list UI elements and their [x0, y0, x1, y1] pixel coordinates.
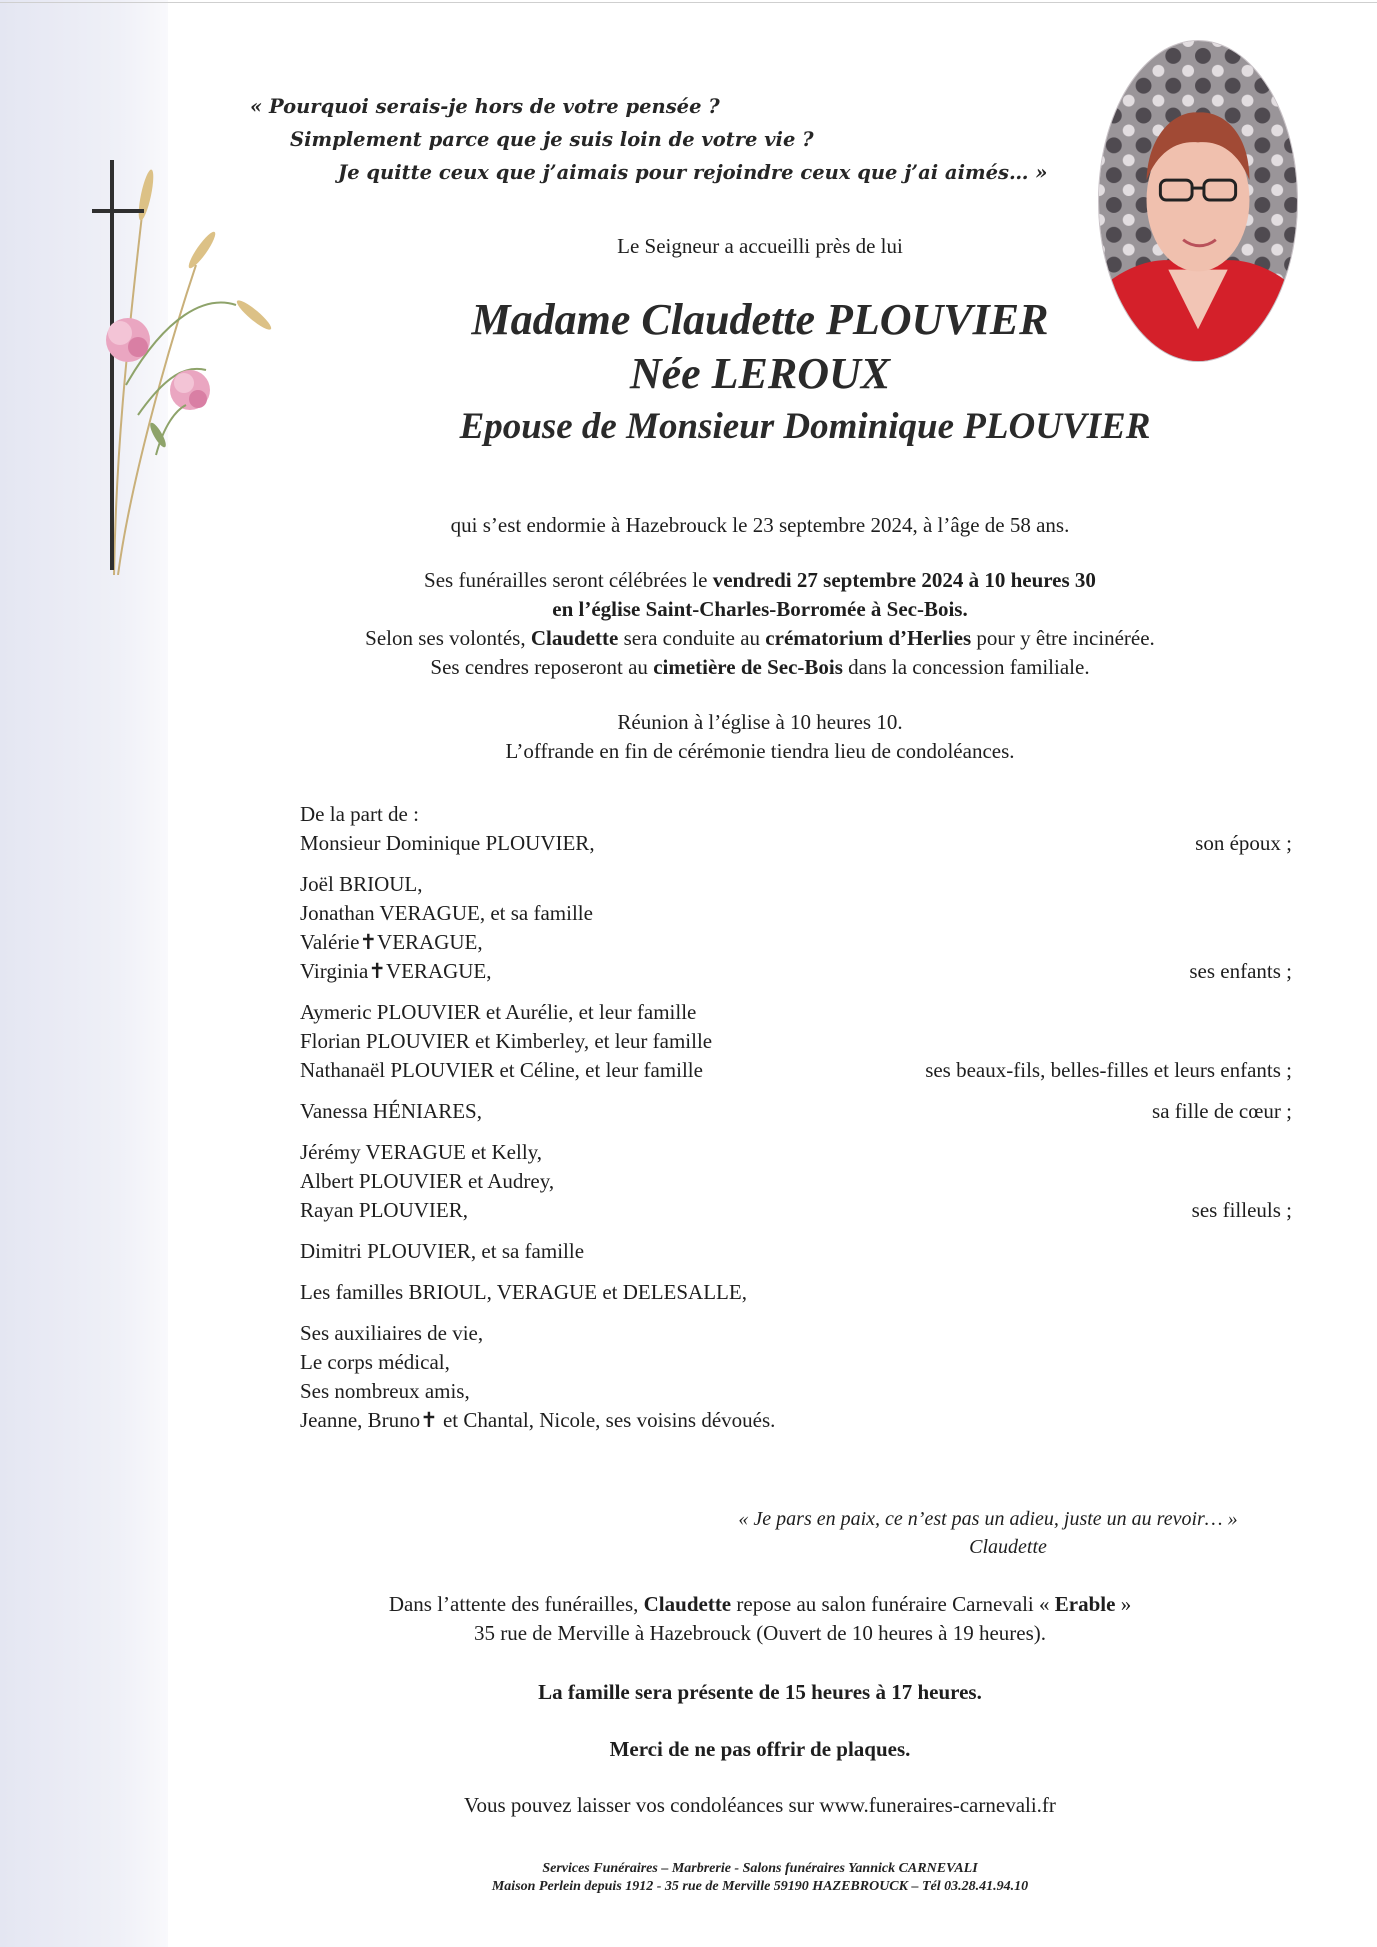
family-member: Florian PLOUVIER et Kimberley, et leur famille: [300, 1029, 713, 1053]
family-member: Dimitri PLOUVIER, et sa famille: [300, 1239, 585, 1263]
salon-line: [180, 1590, 1340, 1619]
funeral-line: [180, 624, 1340, 653]
salon-address: 35 rue de Merville à Hazebrouck (Ouvert de 10 heures à 19 heures).: [473, 1621, 1046, 1645]
top-rule: [0, 2, 1377, 3]
salon-text: »: [1115, 1592, 1132, 1616]
family-group: [300, 998, 1292, 1085]
family-member: Rayan PLOUVIER,: [300, 1198, 468, 1222]
maiden-name: Née LEROUX: [629, 349, 891, 398]
reunion-details: [180, 708, 1340, 766]
funeral-text: pour y être incinérée.: [971, 626, 1155, 650]
funeral-home-footer: [180, 1860, 1340, 1896]
deceased-name: Madame Claudette PLOUVIER: [471, 295, 1049, 344]
closing-quote-text: « Je pars en paix, ce n’est pas un adieu, juste un au revoir… »: [738, 1508, 1238, 1530]
funeral-text: Selon ses volontés,: [365, 626, 531, 650]
quote-line: « Pourquoi serais-je hors de votre pensée ?: [250, 95, 720, 118]
salon-room: Erable: [1054, 1592, 1116, 1616]
family-member: Les familles BRIOUL, VERAGUE et DELESALLE,: [300, 1280, 747, 1304]
funeral-text: Ses cendres reposeront au: [430, 655, 654, 679]
family-group: [300, 1319, 1292, 1435]
family-role: ses enfants ;: [1189, 959, 1292, 983]
crematorium: crématorium d’Herlies: [765, 626, 972, 650]
footer-line: Maison Perlein depuis 1912 - 35 rue de Merville 59190 HAZEBROUCK – Tél 03.28.41.94.10: [491, 1879, 1029, 1894]
deceased-name-block: [180, 293, 1340, 453]
first-name: Claudette: [643, 1592, 732, 1616]
quote-line: Je quitte ceux que j’aimais pour rejoindre ceux que j’ai aimés… »: [338, 161, 1048, 184]
family-role: son époux ;: [1195, 831, 1292, 855]
family-member: Valérie✝VERAGUE,: [300, 930, 483, 954]
family-role: ses filleuls ;: [1191, 1198, 1292, 1222]
funeral-church: en l’église Saint-Charles-Borromée à Sec-Bois.: [552, 597, 968, 621]
family-group: [300, 1138, 1292, 1225]
reunion-line: Réunion à l’église à 10 heures 10.: [617, 710, 903, 734]
funeral-text: Ses funérailles seront célébrées le: [424, 568, 713, 592]
family-member: Nathanaël PLOUVIER et Céline, et leur famille: [300, 1058, 703, 1082]
funeral-text: sera conduite au: [618, 626, 766, 650]
first-name: Claudette: [530, 626, 619, 650]
family-member: Virginia✝VERAGUE,: [300, 959, 492, 983]
family-member: Albert PLOUVIER et Audrey,: [300, 1169, 555, 1193]
funeral-details: [180, 566, 1340, 682]
opening-quote: [250, 90, 1047, 189]
quote-line: Simplement parce que je suis loin de votre vie ?: [290, 128, 814, 151]
family-group: [300, 800, 1292, 858]
family-group: [300, 1237, 1292, 1266]
footer-line: Services Funéraires – Marbrerie - Salons funéraires Yannick CARNEVALI: [542, 1861, 978, 1876]
funeral-line: [180, 653, 1340, 682]
no-plaques-notice: Merci de ne pas offrir de plaques.: [609, 1737, 911, 1761]
cemetery: cimetière de Sec-Bois: [653, 655, 843, 679]
funeral-text: dans la concession familiale.: [842, 655, 1090, 679]
condolences-line: Vous pouvez laisser vos condoléances sur www.funeraires-carnevali.fr: [464, 1793, 1056, 1817]
family-member: Vanessa HÉNIARES,: [300, 1099, 482, 1123]
family-member: Jérémy VERAGUE et Kelly,: [300, 1140, 543, 1164]
salon-details: [180, 1590, 1340, 1648]
closing-quote-signature: Claudette: [969, 1536, 1047, 1558]
family-group: [300, 870, 1292, 986]
family-role: ses beaux-fils, belles-filles et leurs enfants ;: [925, 1058, 1292, 1082]
family-member: Joël BRIOUL,: [300, 872, 423, 896]
family-member: Ses nombreux amis,: [300, 1379, 470, 1403]
funeral-line: [180, 595, 1340, 624]
family-list: [300, 800, 1292, 1447]
family-group: [300, 1097, 1292, 1126]
family-member: Le corps médical,: [300, 1350, 450, 1374]
family-member: Ses auxiliaires de vie,: [300, 1321, 484, 1345]
funeral-line: [180, 566, 1340, 595]
family-member: Jonathan VERAGUE, et sa famille: [300, 901, 593, 925]
spouse-line: Epouse de Monsieur Dominique PLOUVIER: [459, 406, 1151, 447]
family-header: De la part de :: [300, 802, 419, 826]
family-member: Jeanne, Bruno✝ et Chantal, Nicole, ses voisins dévoués.: [300, 1408, 776, 1432]
family-member: Aymeric PLOUVIER et Aurélie, et leur famille: [300, 1000, 697, 1024]
salon-text: Dans l’attente des funérailles,: [388, 1592, 644, 1616]
funeral-date: vendredi 27 septembre 2024 à 10 heures 30: [712, 568, 1096, 592]
family-group: [300, 1278, 1292, 1307]
closing-quote: [738, 1505, 1238, 1561]
family-presence: La famille sera présente de 15 heures à 17 heures.: [538, 1680, 982, 1704]
family-role: sa fille de cœur ;: [1152, 1099, 1292, 1123]
salon-text: repose au salon funéraire Carnevali «: [731, 1592, 1055, 1616]
death-announcement: qui s’est endormie à Hazebrouck le 23 septembre 2024, à l’âge de 58 ans.: [450, 513, 1070, 537]
intro-line: Le Seigneur a accueilli près de lui: [617, 234, 903, 258]
family-member: Monsieur Dominique PLOUVIER,: [300, 831, 595, 855]
reunion-line: L’offrande en fin de cérémonie tiendra lieu de condoléances.: [505, 739, 1015, 763]
